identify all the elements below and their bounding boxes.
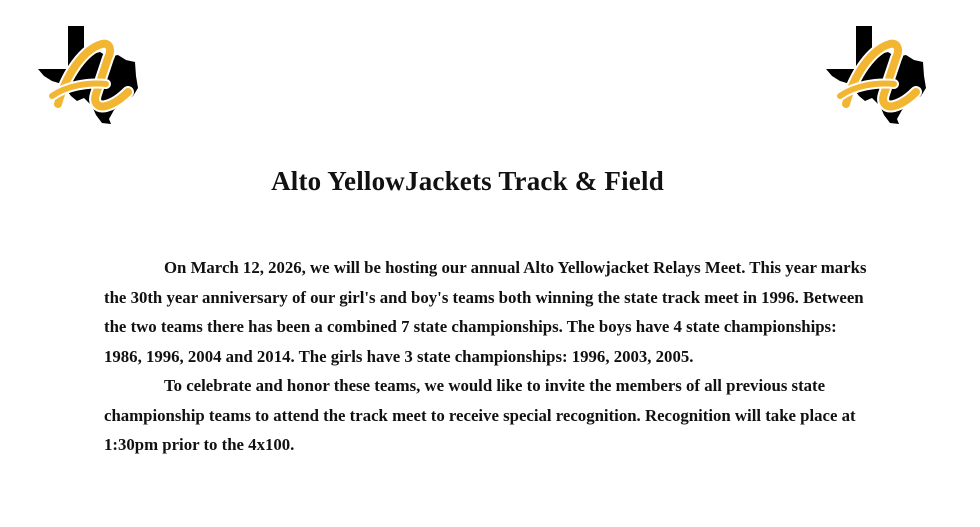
letter-body [104,253,874,460]
paragraph-meet-announcement: On March 12, 2026, we will be hosting our annual Alto Yellowjacket Relays Meet. This year marks the 30th year anniversary of our girl's and boy's teams both winning the state track meet in 1996. Between the two teams there has been a combined 7 state championships. The boys have 4 state championships: 1986, 1996, 2004 and 2014. The girls have 3 state championships: 1996, 2003, 2005. [104,258,867,366]
texas-a-logo-icon [36,24,142,124]
paragraph-recognition-invite: To celebrate and honor these teams, we would like to invite the members of all previous state championship teams to attend the track meet to receive special recognition. Recognition will take place at 1:30pm prior to the 4x100. [104,376,856,454]
texas-a-logo-icon [824,24,930,124]
page-title: Alto YellowJackets Track & Field [271,166,664,196]
